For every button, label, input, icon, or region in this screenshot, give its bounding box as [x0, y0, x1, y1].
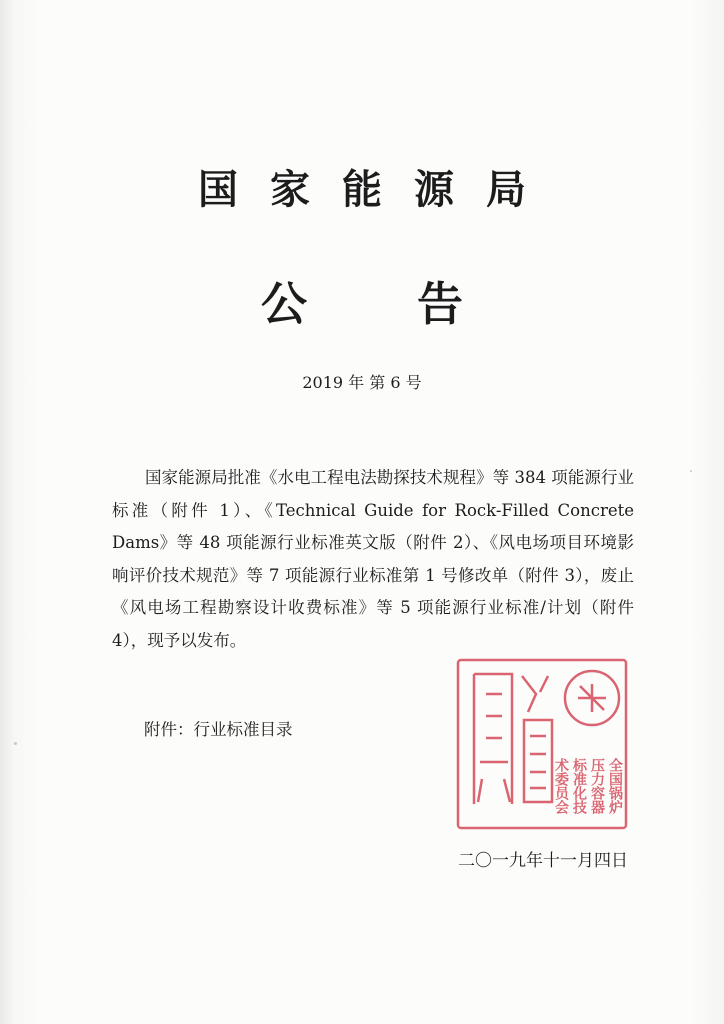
seal-emblem-mark [578, 684, 606, 712]
issuing-authority-title: 国家能源局 [198, 166, 558, 213]
seal-text-column: 标准化技 [571, 758, 587, 814]
official-seal [452, 654, 632, 834]
seal-glyph-stroke [474, 674, 512, 804]
scan-speck [14, 742, 17, 745]
attachment-label: 附件：行业标准目录 [144, 720, 293, 739]
seal-text-column: 压力容器 [589, 758, 605, 814]
seal-text-column: 全国锅炉 [607, 758, 623, 814]
scan-speck [690, 470, 692, 472]
issue-date: 二〇一九年十一月四日 [458, 851, 628, 871]
seal-glyph-stroke [522, 676, 552, 802]
announcement-body: 国家能源局批准《水电工程电法勘探技术规程》等 384 项能源行业标准（附件 1）、《Technical Guide for Rock-Filled Concrete Dams》等 48 项能源行业标准英文版（附件 2）、《风电场项目环境影响评价技术规范》等 7 项能源行业标准第 1 号修改单（附件 3），废止《风电场工程勘察设计收费标准》等 5 项能源行业标准/计划（附件 4），现予以发布。 [112, 468, 634, 650]
document-number: 2019 年 第 6 号 [302, 373, 422, 392]
document-type-title: 公告 [261, 277, 573, 331]
seal-text-column: 术委员会 [553, 758, 569, 814]
